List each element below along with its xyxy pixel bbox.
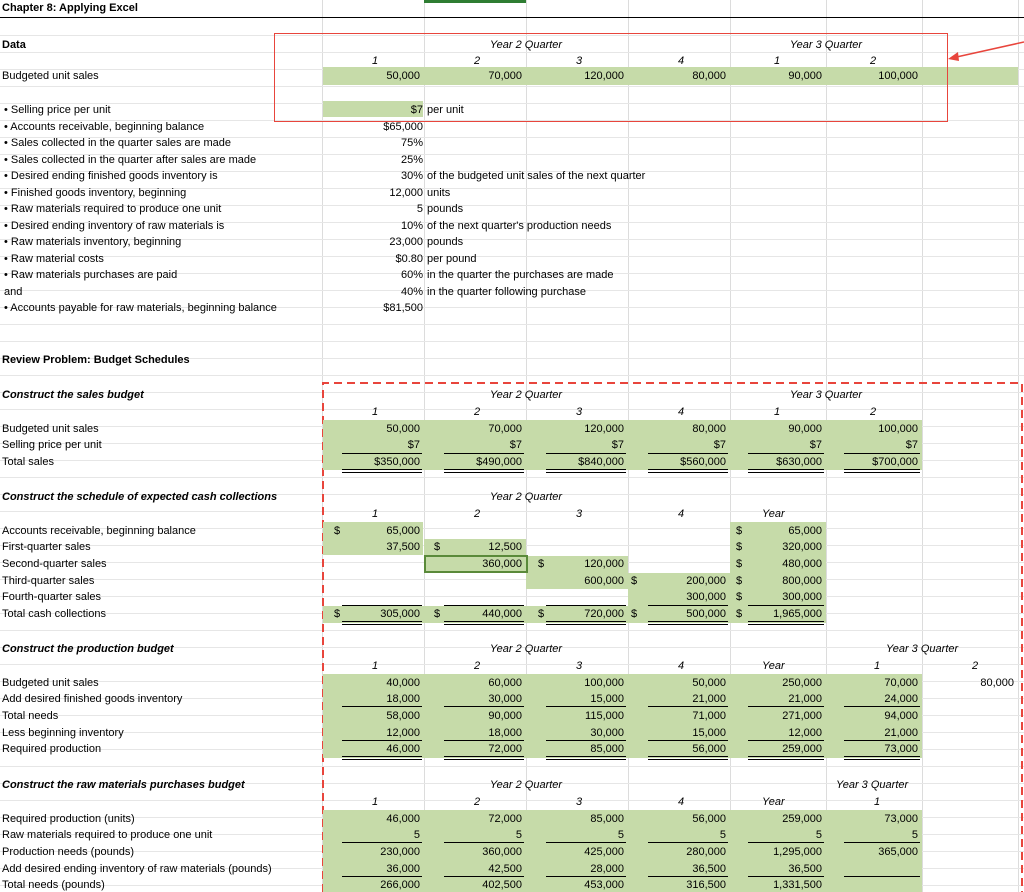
raw-materials-cell[interactable]: 5 (413, 829, 420, 841)
assumption-note: per unit (427, 104, 464, 116)
cash-cell[interactable]: 1,965,000 (773, 608, 822, 620)
cash-cell[interactable]: 300,000 (782, 591, 822, 603)
production-cell[interactable]: 250,000 (782, 677, 822, 689)
sales-row-label: Total sales (2, 456, 54, 468)
sheet-title: Chapter 8: Applying Excel (2, 2, 138, 14)
raw-materials-cell[interactable]: 5 (617, 829, 624, 841)
sales-cell[interactable]: $350,000 (374, 456, 420, 468)
production-row-label: Budgeted unit sales (2, 677, 99, 689)
production-cell[interactable]: 56,000 (692, 743, 726, 755)
year2-quarter-header: Year 2 Quarter (489, 779, 563, 791)
assumption-note: pounds (427, 203, 464, 215)
quarter-4-header: 4 (678, 660, 685, 672)
cash-cell[interactable]: 200,000 (686, 575, 726, 587)
raw-materials-cell[interactable]: 5 (515, 829, 522, 841)
cash-row-label: Accounts receivable, beginning balance (2, 525, 196, 537)
dollar-sign: $ (736, 525, 743, 537)
assumption-label: • Sales collected in the quarter sales are made (4, 137, 232, 149)
production-cell[interactable]: 85,000 (590, 743, 624, 755)
quarter-2-header: 2 (474, 508, 481, 520)
production-cell[interactable]: 12,000 (386, 727, 420, 739)
quarter-3-header: 3 (576, 55, 583, 67)
raw-materials-cell[interactable]: 280,000 (686, 846, 726, 858)
raw-materials-row-label: Total needs (pounds) (2, 879, 105, 891)
production-cell[interactable]: 15,000 (590, 693, 624, 705)
cash-cell[interactable]: 480,000 (782, 558, 822, 570)
dollar-sign: $ (736, 558, 743, 570)
quarter-4-header: 4 (678, 55, 685, 67)
production-budget-title: Construct the production budget (2, 643, 174, 655)
production-cell[interactable]: 71,000 (692, 710, 726, 722)
year3-quarter-header: Year 3 Quarter (886, 643, 959, 655)
dollar-sign: $ (631, 575, 638, 587)
cash-cell[interactable]: 720,000 (584, 608, 624, 620)
cash-row-label: Total cash collections (2, 608, 106, 620)
sales-cell[interactable]: $630,000 (776, 456, 822, 468)
quarter-4-header: 4 (678, 796, 685, 808)
quarter-1-header: 1 (372, 508, 379, 520)
sales-row-label: Budgeted unit sales (2, 423, 99, 435)
data-label: Data (2, 39, 26, 51)
assumption-note: in the quarter the purchases are made (427, 269, 614, 281)
assumption-value[interactable]: 40% (400, 286, 423, 298)
sales-cell[interactable]: 120,000 (584, 423, 624, 435)
assumption-value[interactable]: $0.80 (395, 253, 423, 265)
year2-quarter-header: Year 2 Quarter (489, 39, 563, 51)
cash-row-label: First-quarter sales (2, 541, 91, 553)
production-row-label: Total needs (2, 710, 59, 722)
quarter-3-header: 3 (576, 660, 583, 672)
cash-cell[interactable]: 12,500 (488, 541, 522, 553)
cash-cell[interactable]: 65,000 (386, 525, 420, 537)
production-row-label: Required production (2, 743, 102, 755)
assumption-note: in the quarter following purchase (427, 286, 586, 298)
cash-cell[interactable]: 300,000 (686, 591, 726, 603)
quarter-1-header: 1 (372, 55, 379, 67)
year3-quarter-header: Year 3 Quarter (836, 779, 909, 791)
year3-quarter-1-header: 1 (874, 660, 881, 672)
cash-cell[interactable]: 440,000 (482, 608, 522, 620)
raw-materials-cell[interactable]: 266,000 (380, 879, 420, 891)
assumption-value[interactable]: $81,500 (383, 302, 423, 314)
year2-quarter-header: Year 2 Quarter (489, 491, 563, 503)
production-cell[interactable]: 18,000 (386, 693, 420, 705)
assumption-value[interactable]: 30% (400, 170, 423, 182)
assumption-note: per pound (427, 253, 477, 265)
raw-materials-cell[interactable]: 365,000 (878, 846, 918, 858)
data-cell[interactable]: 50,000 (386, 70, 420, 82)
raw-materials-cell[interactable]: 5 (911, 829, 918, 841)
raw-materials-cell[interactable]: 230,000 (380, 846, 420, 858)
production-cell[interactable]: 30,000 (488, 693, 522, 705)
assumption-value[interactable]: 12,000 (389, 187, 423, 199)
production-cell[interactable]: 12,000 (788, 727, 822, 739)
sales-cell[interactable]: $7 (809, 439, 822, 451)
year-header: Year (762, 508, 785, 520)
assumption-value[interactable]: $65,000 (383, 121, 423, 133)
production-cell[interactable]: 21,000 (788, 693, 822, 705)
sales-cell[interactable]: $7 (407, 439, 420, 451)
production-cell[interactable]: 50,000 (692, 677, 726, 689)
raw-materials-cell[interactable]: 72,000 (488, 813, 522, 825)
dollar-sign: $ (631, 608, 638, 620)
cash-cell[interactable]: 800,000 (782, 575, 822, 587)
production-cell[interactable]: 271,000 (782, 710, 822, 722)
assumption-label: • Accounts payable for raw materials, beginning balance (4, 302, 277, 314)
year3-quarter-1-header: 1 (774, 55, 781, 67)
assumption-label: • Raw material costs (4, 253, 104, 265)
sales-row-label: Selling price per unit (2, 439, 102, 451)
raw-materials-cell[interactable]: 5 (815, 829, 822, 841)
production-cell[interactable]: 80,000 (980, 677, 1014, 689)
year3-quarter-header: Year 3 Quarter (789, 389, 863, 401)
review-problem-title: Review Problem: Budget Schedules (2, 354, 190, 366)
cash-cell[interactable]: 305,000 (380, 608, 420, 620)
raw-materials-cell[interactable]: 42,500 (488, 863, 522, 875)
data-cell[interactable]: 70,000 (488, 70, 522, 82)
production-cell[interactable]: 60,000 (488, 677, 522, 689)
quarter-3-header: 3 (576, 508, 583, 520)
year3-quarter-header: Year 3 Quarter (789, 39, 863, 51)
year3-quarter-2-header: 2 (972, 660, 979, 672)
raw-materials-cell[interactable]: 360,000 (482, 846, 522, 858)
assumption-value[interactable]: 10% (400, 220, 423, 232)
assumption-note: units (427, 187, 451, 199)
cash-cell[interactable]: 600,000 (584, 575, 624, 587)
sales-cell[interactable]: 80,000 (692, 423, 726, 435)
raw-materials-cell[interactable]: 453,000 (584, 879, 624, 891)
production-cell[interactable]: 46,000 (386, 743, 420, 755)
year-header: Year (762, 660, 785, 672)
assumption-value[interactable]: $7 (410, 104, 423, 116)
cash-row-label: Fourth-quarter sales (2, 591, 102, 603)
assumption-note: of the next quarter's production needs (427, 220, 612, 232)
dollar-sign: $ (736, 608, 743, 620)
sales-budget-title: Construct the sales budget (2, 389, 144, 401)
year-header: Year (762, 796, 785, 808)
year3-quarter-1-header: 1 (874, 796, 881, 808)
assumption-label: • Finished goods inventory, beginning (4, 187, 187, 199)
raw-materials-cell[interactable]: 259,000 (782, 813, 822, 825)
raw-materials-cell[interactable]: 1,331,500 (773, 879, 822, 891)
assumption-label: • Desired ending inventory of raw materials is (4, 220, 225, 232)
raw-materials-cell[interactable]: 36,500 (788, 863, 822, 875)
quarter-1-header: 1 (372, 660, 379, 672)
raw-materials-cell[interactable]: 56,000 (692, 813, 726, 825)
cash-row-label: Second-quarter sales (2, 558, 107, 570)
year3-quarter-2-header: 2 (870, 406, 877, 418)
raw-materials-row-label: Production needs (pounds) (2, 846, 135, 858)
year2-quarter-header: Year 2 Quarter (489, 389, 563, 401)
assumption-value[interactable]: 5 (416, 203, 423, 215)
sales-cell[interactable]: $7 (611, 439, 624, 451)
sales-cell[interactable]: 90,000 (788, 423, 822, 435)
cash-row-label: Third-quarter sales (2, 575, 95, 587)
raw-materials-cell[interactable]: 5 (719, 829, 726, 841)
cash-cell[interactable]: 320,000 (782, 541, 822, 553)
assumption-value[interactable]: 25% (400, 154, 423, 166)
sales-cell[interactable]: $840,000 (578, 456, 624, 468)
assumption-label: • Raw materials purchases are paid (4, 269, 178, 281)
selected-column-indicator (424, 0, 526, 3)
sales-cell[interactable]: $7 (905, 439, 918, 451)
raw-materials-cell[interactable]: 28,000 (590, 863, 624, 875)
data-cell[interactable]: 120,000 (584, 70, 624, 82)
data-cell[interactable]: 90,000 (788, 70, 822, 82)
production-cell[interactable]: 21,000 (692, 693, 726, 705)
cash-cell[interactable]: 65,000 (788, 525, 822, 537)
assumption-label: • Sales collected in the quarter after sales are made (4, 154, 257, 166)
production-row-label: Add desired finished goods inventory (2, 693, 183, 705)
dollar-sign: $ (736, 591, 743, 603)
quarter-2-header: 2 (474, 406, 481, 418)
assumption-label: • Accounts receivable, beginning balance (4, 121, 205, 133)
budgeted-unit-sales-label: Budgeted unit sales (2, 70, 99, 82)
cash-collections-title: Construct the schedule of expected cash collections (2, 491, 278, 503)
cash-cell[interactable]: 37,500 (386, 541, 420, 553)
annotation-highlight-box (274, 33, 948, 122)
raw-materials-cell[interactable]: 402,500 (482, 879, 522, 891)
dollar-sign: $ (736, 541, 743, 553)
sales-cell[interactable]: 70,000 (488, 423, 522, 435)
quarter-3-header: 3 (576, 796, 583, 808)
production-cell[interactable]: 40,000 (386, 677, 420, 689)
production-cell[interactable]: 94,000 (884, 710, 918, 722)
quarter-1-header: 1 (372, 406, 379, 418)
annotation-arrow-icon (944, 36, 1024, 66)
quarter-3-header: 3 (576, 406, 583, 418)
raw-materials-cell[interactable]: 1,295,000 (773, 846, 822, 858)
raw-materials-cell[interactable]: 36,500 (692, 863, 726, 875)
data-cell[interactable]: 80,000 (692, 70, 726, 82)
raw-materials-cell[interactable]: 425,000 (584, 846, 624, 858)
raw-materials-cell[interactable]: 85,000 (590, 813, 624, 825)
sales-cell[interactable]: $7 (713, 439, 726, 451)
sales-cell[interactable]: 50,000 (386, 423, 420, 435)
year3-quarter-2-header: 2 (870, 55, 877, 67)
assumption-value[interactable]: 23,000 (389, 236, 423, 248)
cash-cell[interactable]: 360,000 (482, 558, 522, 570)
quarter-4-header: 4 (678, 406, 685, 418)
dollar-sign: $ (334, 525, 341, 537)
year3-quarter-1-header: 1 (774, 406, 781, 418)
production-cell[interactable]: 70,000 (884, 677, 918, 689)
quarter-1-header: 1 (372, 796, 379, 808)
raw-materials-row-label: Add desired ending inventory of raw materials (pounds) (2, 863, 272, 875)
dollar-sign: $ (736, 575, 743, 587)
cash-cell[interactable]: 120,000 (584, 558, 624, 570)
raw-materials-cell[interactable]: 46,000 (386, 813, 420, 825)
data-cell[interactable]: 100,000 (878, 70, 918, 82)
production-cell[interactable]: 115,000 (585, 710, 624, 722)
sales-cell[interactable]: $490,000 (476, 456, 522, 468)
assumption-label: • Selling price per unit (4, 104, 111, 116)
raw-materials-row-label: Required production (units) (2, 813, 135, 825)
dollar-sign: $ (434, 608, 441, 620)
production-cell[interactable]: 18,000 (488, 727, 522, 739)
sales-cell[interactable]: $7 (509, 439, 522, 451)
sales-cell[interactable]: 100,000 (878, 423, 918, 435)
assumption-note: of the budgeted unit sales of the next quarter (427, 170, 646, 182)
production-cell[interactable]: 259,000 (782, 743, 822, 755)
raw-materials-cell[interactable]: 73,000 (884, 813, 918, 825)
dollar-sign: $ (538, 608, 545, 620)
year2-quarter-header: Year 2 Quarter (489, 643, 563, 655)
assumption-label: • Raw materials inventory, beginning (4, 236, 182, 248)
quarter-4-header: 4 (678, 508, 685, 520)
quarter-2-header: 2 (474, 660, 481, 672)
sales-cell[interactable]: $700,000 (872, 456, 918, 468)
production-cell[interactable]: 73,000 (884, 743, 918, 755)
assumption-label: • Desired ending finished goods inventory is (4, 170, 218, 182)
assumption-label: • Raw materials required to produce one unit (4, 203, 222, 215)
raw-materials-cell[interactable]: 36,000 (386, 863, 420, 875)
production-cell[interactable]: 72,000 (488, 743, 522, 755)
cash-cell[interactable]: 500,000 (686, 608, 726, 620)
quarter-2-header: 2 (474, 796, 481, 808)
production-cell[interactable]: 24,000 (884, 693, 918, 705)
production-cell[interactable]: 30,000 (590, 727, 624, 739)
assumption-note: pounds (427, 236, 464, 248)
production-cell[interactable]: 100,000 (584, 677, 624, 689)
production-cell[interactable]: 15,000 (692, 727, 726, 739)
quarter-2-header: 2 (474, 55, 481, 67)
dollar-sign: $ (434, 541, 441, 553)
dollar-sign: $ (334, 608, 341, 620)
production-cell[interactable]: 90,000 (488, 710, 522, 722)
raw-materials-cell[interactable]: 316,500 (686, 879, 726, 891)
dollar-sign: $ (538, 558, 545, 570)
raw-materials-row-label: Raw materials required to produce one unit (2, 829, 213, 841)
assumption-label: and (4, 286, 23, 298)
assumption-value[interactable]: 75% (400, 137, 423, 149)
production-cell[interactable]: 58,000 (386, 710, 420, 722)
assumption-value[interactable]: 60% (400, 269, 423, 281)
sales-cell[interactable]: $560,000 (680, 456, 726, 468)
production-cell[interactable]: 21,000 (884, 727, 918, 739)
raw-materials-title: Construct the raw materials purchases budget (2, 779, 245, 791)
production-row-label: Less beginning inventory (2, 727, 124, 739)
